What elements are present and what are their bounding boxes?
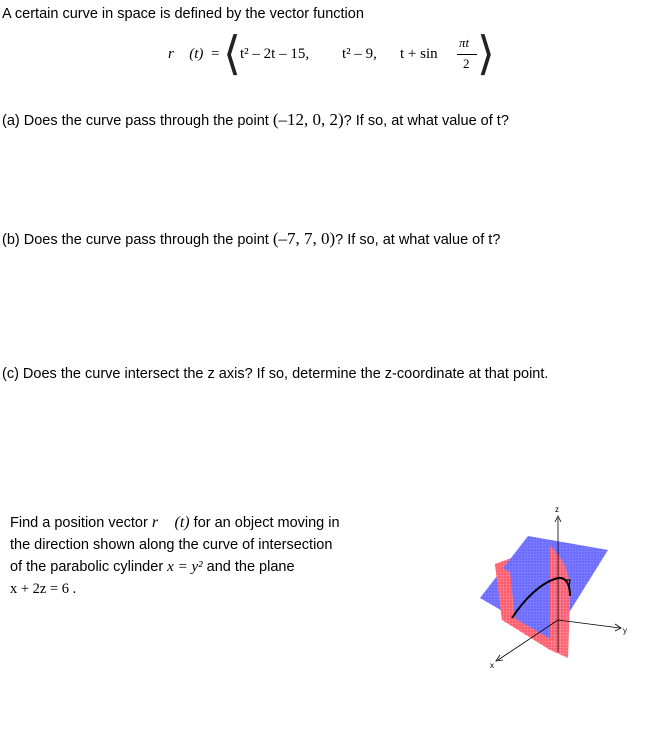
fraction-numerator: πt <box>459 35 470 50</box>
question-b-suffix: ? If so, at what value of t? <box>335 232 501 248</box>
z-axis-label: z <box>555 505 559 514</box>
question-c-text: (c) Does the curve intersect the z axis? If so, determine the z-coordinate at that point. <box>2 366 549 382</box>
question-a-suffix: ? If so, at what value of t? <box>343 113 509 129</box>
formula-component-2: t² – 9, <box>342 46 377 62</box>
question-b-point: (–7, 7, 0) <box>272 229 336 248</box>
y-axis-label: y <box>623 626 627 635</box>
question-a-prefix: (a) Does the curve pass through the point <box>2 113 273 129</box>
fraction-denominator: 2 <box>463 56 470 71</box>
left-angle-bracket: ⟨ <box>223 28 241 79</box>
find-line-1: Find a position vector r⃗ (t) for an object moving in <box>10 514 340 531</box>
question-c <box>2 366 548 382</box>
find-line-3: of the parabolic cylinder x = y² and the plane <box>10 559 295 575</box>
find-line-2: the direction shown along the curve of intersection <box>10 537 333 553</box>
question-a <box>2 110 509 130</box>
find-math-r: r⃗ (t) <box>151 514 190 531</box>
formula-equals: = <box>211 46 220 62</box>
x-axis-label: x <box>490 661 494 670</box>
right-angle-bracket: ⟩ <box>477 28 495 79</box>
question-b-prefix: (b) Does the curve pass through the point <box>2 232 273 248</box>
formula-component-3: t + sin <box>400 46 438 62</box>
find-position-vector-prompt <box>10 512 375 600</box>
formula-component-1: t² – 2t – 15, <box>240 46 310 62</box>
fraction-bar <box>457 54 477 55</box>
formula-lhs: r⃗ (t) <box>168 46 204 62</box>
question-b <box>2 229 500 249</box>
problem-intro: A certain curve in space is defined by the vector function <box>2 6 364 22</box>
find-math-cylinder: x = y² <box>167 559 203 575</box>
surface-intersection-figure <box>470 500 640 685</box>
x-axis-arrow <box>496 655 503 661</box>
find-line-4: x + 2z = 6 . <box>10 581 77 597</box>
question-a-point: (–12, 0, 2) <box>272 110 344 129</box>
